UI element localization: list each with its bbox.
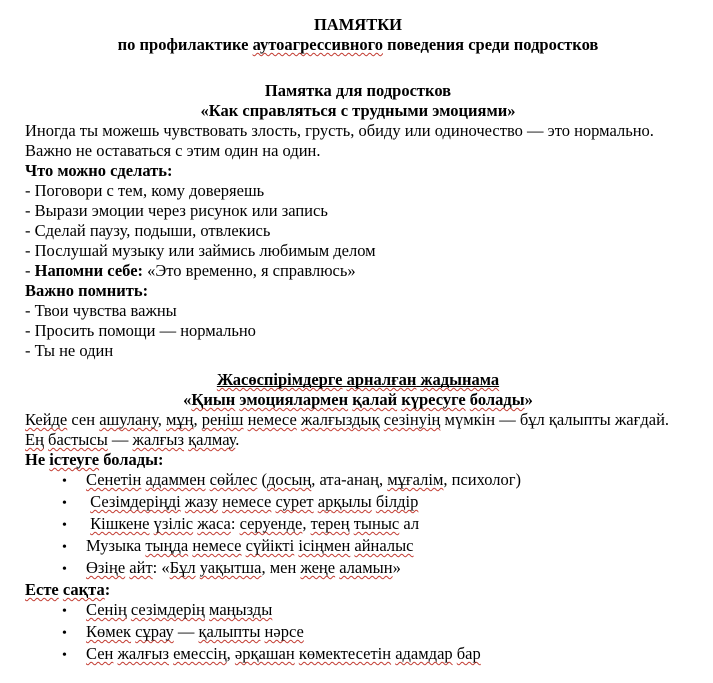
- list-item: [25, 600, 691, 622]
- spellcheck-underlined-text: сұрау: [135, 622, 174, 641]
- list-item: [25, 644, 691, 666]
- bullet-icon: •: [62, 648, 67, 663]
- bullet-icon: •: [62, 540, 67, 555]
- paragraph: [25, 390, 691, 410]
- text-run: —: [173, 622, 199, 641]
- spellcheck-underlined-text: адаммен: [145, 470, 206, 489]
- spellcheck-underlined-text: білдір: [375, 492, 419, 511]
- list-item-text: [86, 644, 481, 663]
- text-run: - Твои чувства важны: [25, 301, 177, 320]
- spellcheck-underlined-text: Есте: [25, 580, 59, 599]
- bullet-icon: •: [62, 604, 67, 619]
- spellcheck-underlined-text: Өзіңе: [86, 558, 126, 577]
- spellcheck-underlined-text: немесе: [192, 536, 242, 555]
- text-run: Важно помнить:: [25, 281, 149, 300]
- text-run: ал: [399, 514, 420, 533]
- spellcheck-underlined-text: қалыпты: [198, 622, 261, 641]
- paragraph: [25, 370, 691, 390]
- spellcheck-underlined-text: сезінуің: [383, 410, 441, 429]
- spellcheck-underlined-text: жадынама: [420, 370, 500, 389]
- spellcheck-underlined-text: жазу: [184, 492, 219, 511]
- paragraph: [25, 341, 691, 361]
- spellcheck-underlined-text: ашулану: [99, 410, 158, 429]
- paragraph: [25, 221, 691, 241]
- spellcheck-underlined-text: реніш: [201, 410, 244, 429]
- text-run: - Сделай паузу, подыши, отвлекись: [25, 221, 271, 240]
- empty-line: [25, 361, 691, 370]
- spellcheck-underlined-text: тыныс: [353, 514, 400, 533]
- spellcheck-underlined-text: істеуге: [49, 450, 100, 469]
- text-run: , мен: [261, 558, 301, 577]
- text-run: мүмкін — бұл қалыпты жағдай.: [440, 410, 670, 429]
- text-run: Что можно сделать:: [25, 161, 173, 180]
- paragraph: [25, 15, 691, 35]
- text-run: »: [392, 558, 401, 577]
- text-run: ,: [226, 644, 235, 663]
- text-run: - Послушай музыку или займись любимым делом: [25, 241, 376, 260]
- text-run: поведения среди подростков: [382, 35, 599, 54]
- spellcheck-underlined-text: эмоциялармен: [239, 390, 349, 409]
- spellcheck-underlined-text: айт: [129, 558, 153, 577]
- spellcheck-underlined-text: Сезімдеріңді: [90, 492, 181, 511]
- bullet-icon: •: [62, 474, 67, 489]
- paragraph: [25, 81, 691, 101]
- text-run: ПАМЯТКИ: [313, 15, 403, 34]
- spellcheck-underlined-text: мұң: [165, 410, 194, 429]
- text-run: .: [235, 430, 240, 449]
- spellcheck-underlined-text: әрқашан: [234, 644, 295, 663]
- text-run: - Ты не один: [25, 341, 114, 360]
- spellcheck-underlined-text: Сенің: [86, 600, 127, 619]
- text-run: - Поговори с тем, кому доверяешь: [25, 181, 265, 200]
- spellcheck-underlined-text: Бұл: [169, 558, 196, 577]
- spellcheck-underlined-text: адамдар: [395, 644, 453, 663]
- list-item: [25, 558, 691, 580]
- text-run: «: [183, 390, 192, 409]
- text-run: : «: [152, 558, 170, 577]
- list-item: [25, 514, 691, 536]
- list-item-text: [86, 600, 272, 619]
- spellcheck-underlined-text: жалғыз: [132, 430, 185, 449]
- paragraph: [25, 161, 691, 181]
- text-run: ,: [157, 410, 166, 429]
- text-run: :: [104, 580, 111, 599]
- spellcheck-underlined-text: болады: [469, 390, 525, 409]
- spellcheck-underlined-text: жеңе: [300, 558, 336, 577]
- spellcheck-underlined-text: Кейде: [25, 410, 68, 429]
- paragraph: [25, 321, 691, 341]
- spellcheck-underlined-text: маңызды: [209, 600, 273, 619]
- empty-line: [25, 55, 691, 81]
- bullet-icon: •: [62, 626, 67, 641]
- text-run: [347, 370, 417, 389]
- list-item-text: [86, 558, 401, 577]
- bullet-icon: •: [62, 496, 67, 511]
- paragraph: [25, 281, 691, 301]
- text-run: :: [230, 514, 240, 533]
- list-item: [25, 622, 691, 644]
- list-item-text: [86, 536, 414, 555]
- paragraph: [25, 101, 691, 121]
- spellcheck-underlined-text: серуенде: [239, 514, 303, 533]
- list-item: [25, 536, 691, 558]
- spellcheck-underlined-text: немесе: [247, 410, 297, 429]
- text-run: —: [107, 430, 133, 449]
- spellcheck-underlined-text: досың: [266, 470, 312, 489]
- spellcheck-underlined-text: арналған: [346, 370, 417, 389]
- text-run: «Как справляться с трудными эмоциями»: [200, 101, 516, 120]
- text-run: , ата-анаң,: [311, 470, 388, 489]
- text-run: по профилактике: [117, 35, 253, 54]
- spellcheck-underlined-text: Сенетін: [86, 470, 142, 489]
- spellcheck-underlined-text: айналыс: [354, 536, 414, 555]
- paragraph: [25, 580, 691, 600]
- paragraph: [25, 181, 691, 201]
- spellcheck-underlined-text: Ең: [25, 430, 44, 449]
- text-run: Важно не оставаться с этим один на один.: [25, 141, 321, 160]
- spellcheck-underlined-text: аламын: [339, 558, 393, 577]
- spellcheck-underlined-text: бар: [456, 644, 481, 663]
- text-run: (: [257, 470, 267, 489]
- spellcheck-underlined-text: жалғыздық: [300, 410, 380, 429]
- spellcheck-underlined-text: тыңда: [145, 536, 189, 555]
- spellcheck-underlined-text: көмектесетін: [298, 644, 392, 663]
- spellcheck-underlined-text: арқылы: [317, 492, 372, 511]
- spellcheck-underlined-text: сүйікті: [245, 536, 295, 555]
- spellcheck-underlined-text: күресуге: [401, 390, 466, 409]
- spellcheck-underlined-text: немесе: [222, 492, 272, 511]
- spellcheck-underlined-text: сезімдерің: [130, 600, 205, 619]
- text-run: »: [524, 390, 533, 409]
- paragraph: [25, 261, 691, 281]
- spellcheck-underlined-text: сақта: [62, 580, 105, 599]
- text-run: -: [25, 261, 35, 280]
- text-run: - Вырази эмоции через рисунок или запись: [25, 201, 328, 220]
- spellcheck-underlined-text: жалғыз: [117, 644, 169, 663]
- list-item-text: [86, 470, 521, 489]
- spellcheck-underlined-text: мұғалім: [387, 470, 444, 489]
- spellcheck-underlined-text: Кішкене: [90, 514, 150, 533]
- paragraph: [25, 301, 691, 321]
- spellcheck-underlined-text: Сен: [86, 644, 114, 663]
- text-run: - Просить помощи — нормально: [25, 321, 256, 340]
- document-content: [25, 15, 691, 666]
- text-run: Иногда ты можешь чувствовать злость, грусть, обиду или одиночество — это нормально.: [25, 121, 654, 140]
- paragraph: [25, 201, 691, 221]
- paragraph: [25, 241, 691, 261]
- text-run: Памятка для подростков: [264, 81, 452, 100]
- paragraph: [25, 450, 691, 470]
- text-run: «Это временно, я справлюсь»: [143, 261, 356, 280]
- text-run: ,: [193, 410, 202, 429]
- bullet-icon: •: [62, 562, 67, 577]
- spellcheck-underlined-text: сөйлес: [209, 470, 258, 489]
- spellcheck-underlined-text: Қиын: [191, 390, 236, 409]
- spellcheck-underlined-text: сурет: [275, 492, 314, 511]
- paragraph: [25, 35, 691, 55]
- text-run: Не: [25, 450, 50, 469]
- spellcheck-underlined-text: Көмек: [86, 622, 132, 641]
- list-item-text: [86, 622, 304, 641]
- text-run: Музыка: [86, 536, 146, 555]
- paragraph: [25, 430, 691, 450]
- spellcheck-underlined-text: аутоагрессивного: [252, 35, 383, 54]
- spellcheck-underlined-text: уақытша: [199, 558, 262, 577]
- text-run: Напомни себе:: [34, 261, 144, 280]
- paragraph: [25, 410, 691, 430]
- list-item-text: [86, 492, 418, 511]
- text-run: болады:: [99, 450, 164, 469]
- text-run: , психолог): [443, 470, 522, 489]
- spellcheck-underlined-text: терең: [310, 514, 350, 533]
- list-item-text: [86, 514, 419, 533]
- list-item: [25, 492, 691, 514]
- paragraph: [25, 141, 691, 161]
- list-item: [25, 470, 691, 492]
- spellcheck-underlined-text: нәрсе: [264, 622, 304, 641]
- spellcheck-underlined-text: үзіліс: [153, 514, 194, 533]
- text-run: сен: [67, 410, 100, 429]
- text-run: [421, 370, 500, 389]
- spellcheck-underlined-text: қалмау: [188, 430, 236, 449]
- spellcheck-underlined-text: ісіңмен: [298, 536, 351, 555]
- spellcheck-underlined-text: емессің: [173, 644, 227, 663]
- text-run: [217, 370, 343, 389]
- spellcheck-underlined-text: жаса: [197, 514, 231, 533]
- text-run: ,: [302, 514, 311, 533]
- bullet-icon: •: [62, 518, 67, 533]
- paragraph: [25, 121, 691, 141]
- spellcheck-underlined-text: қалай: [352, 390, 398, 409]
- spellcheck-underlined-text: бастысы: [48, 430, 108, 449]
- spellcheck-underlined-text: Жасөспірімдерге: [216, 370, 343, 389]
